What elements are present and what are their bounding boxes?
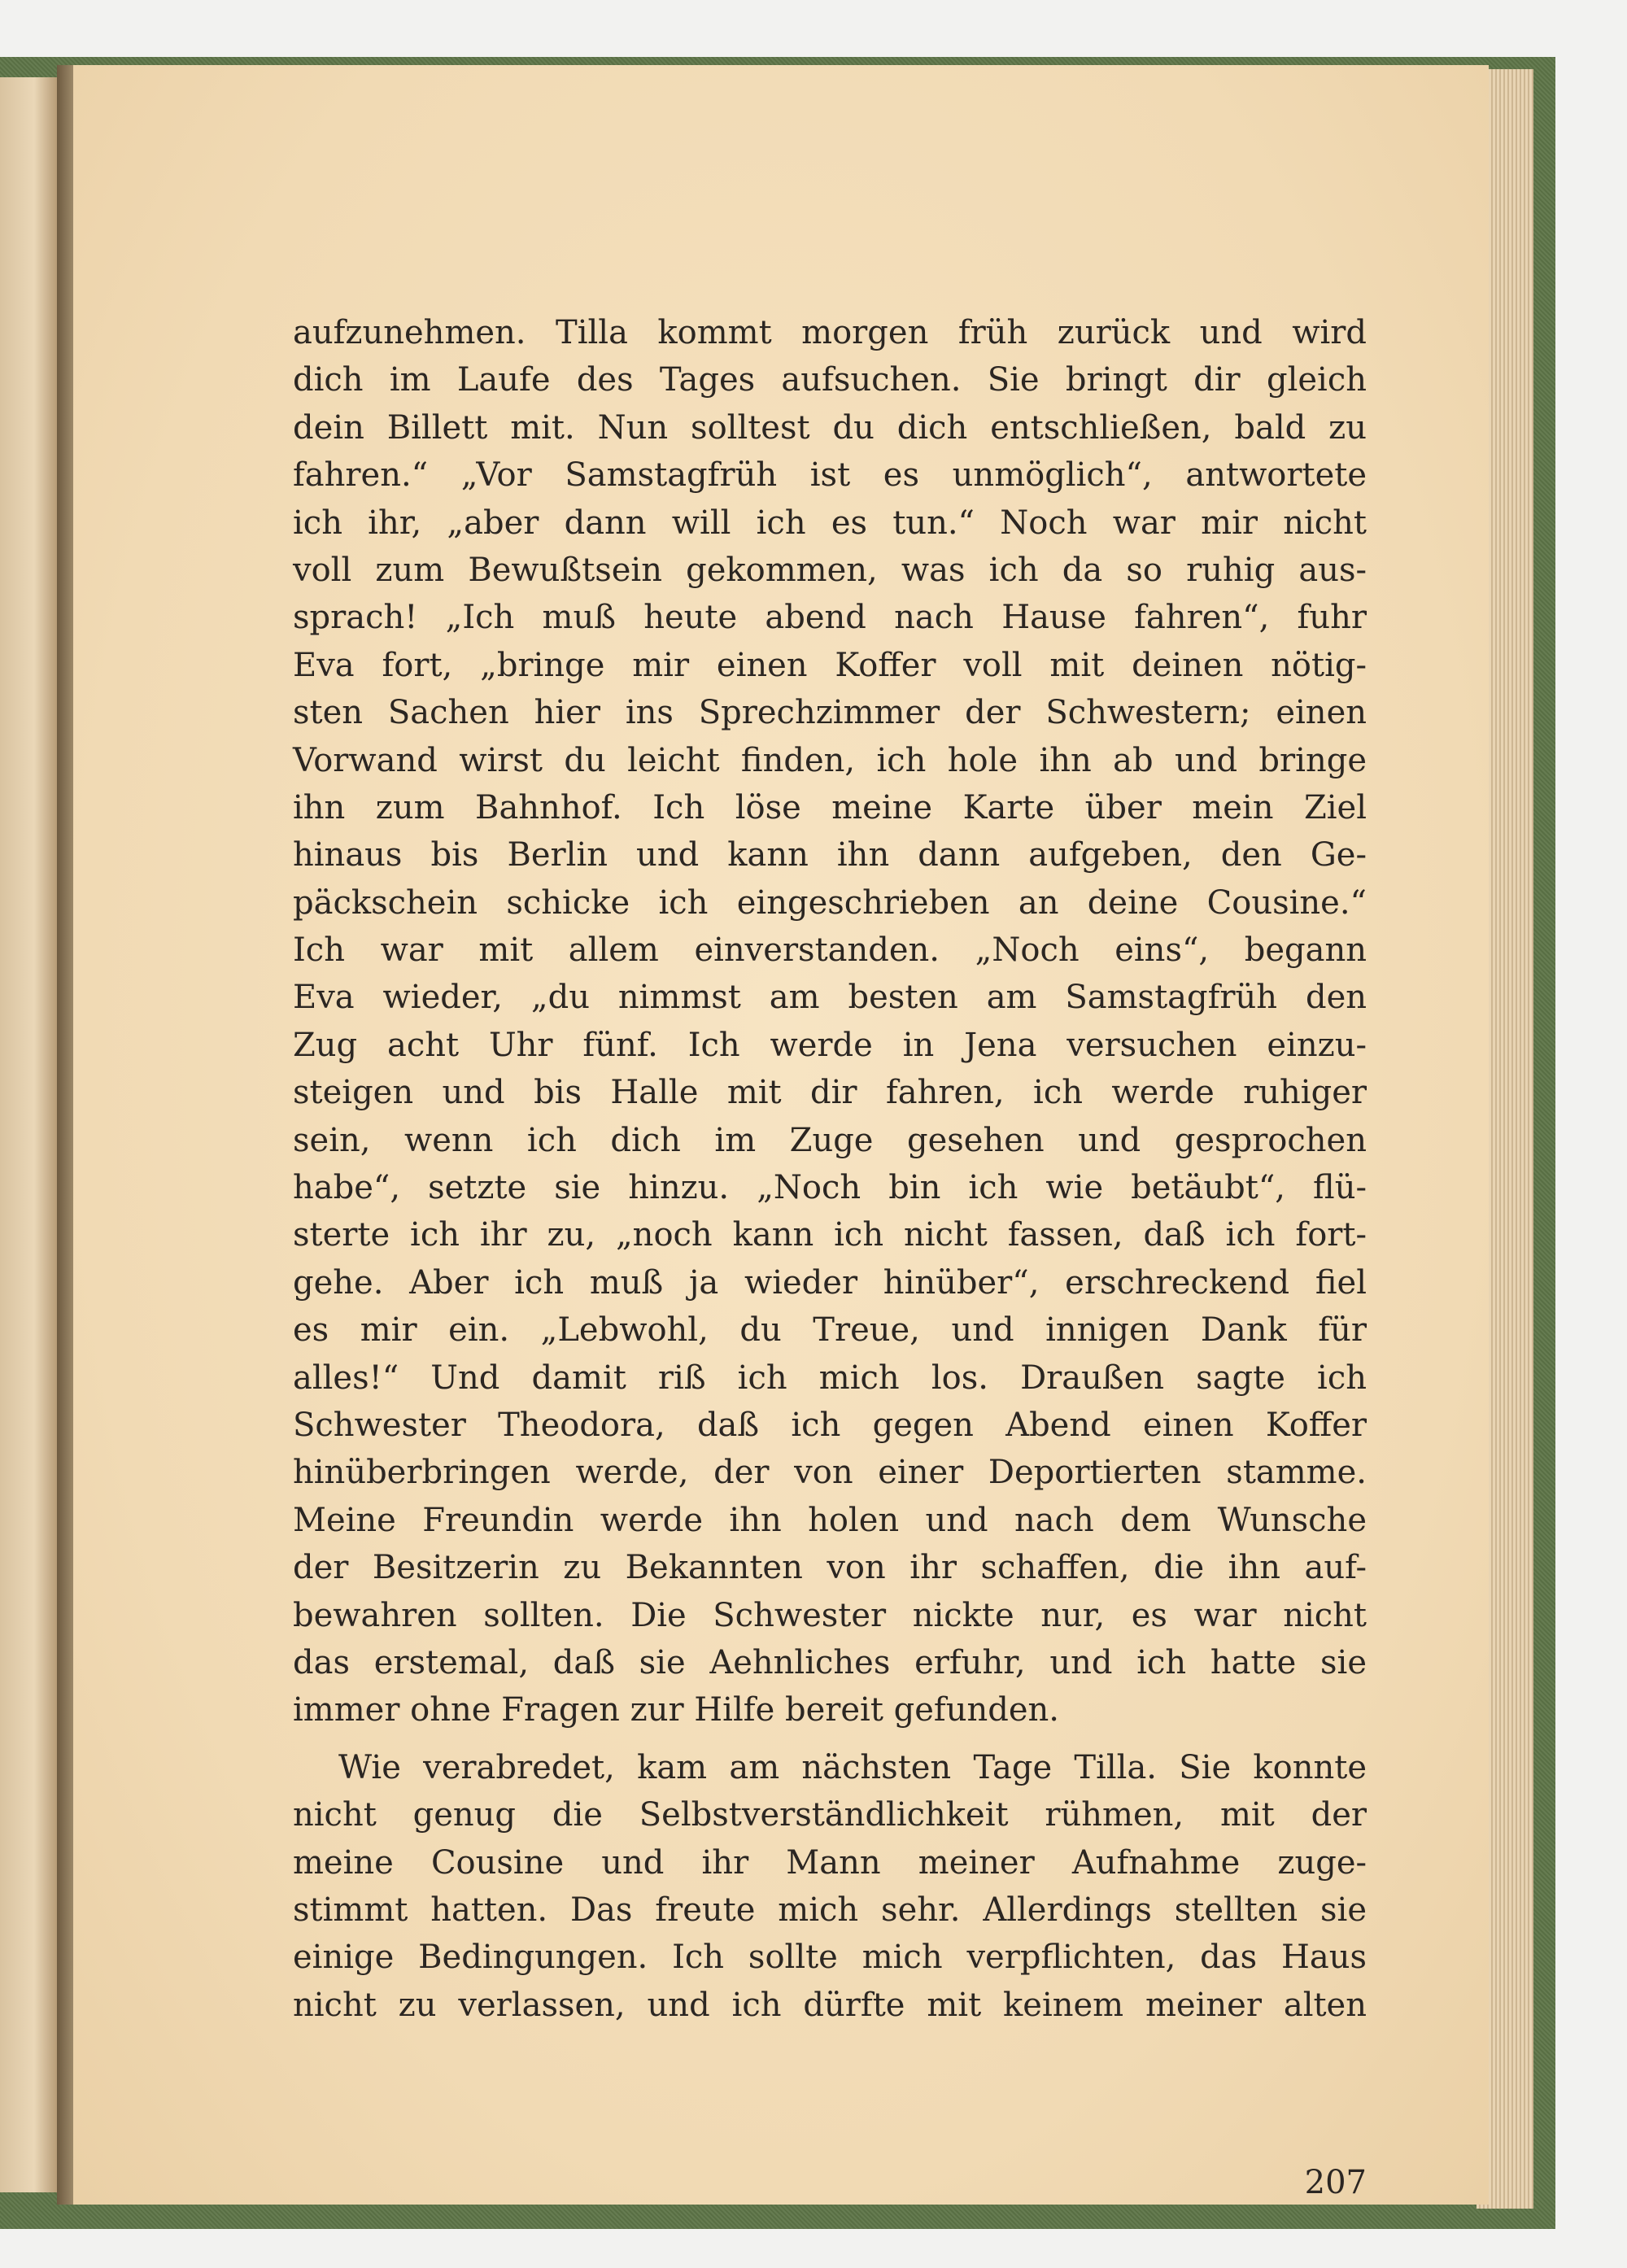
paragraph	[293, 309, 1367, 1734]
text-line: fahren.“ „Vor Samstagfrüh ist es unmöglich“, antwortete	[293, 456, 1367, 495]
text-line: nicht zu verlassen, und ich dürfte mit keinem meiner alten	[293, 1986, 1367, 2024]
text-line: bewahren sollten. Die Schwester nickte nur, es war nicht	[293, 1596, 1367, 1634]
text-line: dich im Laufe des Tages aufsuchen. Sie bringt dir gleich	[293, 361, 1367, 399]
text-line: stimmt hatten. Das freute mich sehr. Allerdings stellten sie	[293, 1891, 1367, 1929]
text-line: Meine Freundin werde ihn holen und nach dem Wunsche	[293, 1501, 1367, 1539]
text-line: päckschein schicke ich eingeschrieben an deine Cousine.“	[293, 883, 1367, 922]
text-line: Zug acht Uhr fünf. Ich werde in Jena versuchen einzu-	[293, 1026, 1367, 1064]
text-line: das erstemal, daß sie Aehnliches erfuhr, und ich hatte sie	[293, 1643, 1367, 1681]
text-line: steigen und bis Halle mit dir fahren, ich werde ruhiger	[293, 1074, 1367, 1112]
text-line: habe“, setzte sie hinzu. „Noch bin ich wie betäubt“, flü-	[293, 1169, 1367, 1207]
paragraph	[293, 1744, 1367, 2029]
text-line: sprach! „Ich muß heute abend nach Hause fahren“, fuhr	[293, 599, 1367, 637]
paragraph-gap	[293, 1734, 1367, 1744]
body-text	[293, 309, 1367, 2029]
text-line: ihn zum Bahnhof. Ich löse meine Karte über mein Ziel	[293, 788, 1367, 827]
text-line: sein, wenn ich dich im Zuge gesehen und gesprochen	[293, 1121, 1367, 1159]
text-line: Ich war mit allem einverstanden. „Noch eins“, begann	[293, 931, 1367, 970]
text-line: alles!“ Und damit riß ich mich los. Draußen sagte ich	[293, 1359, 1367, 1397]
text-line: sten Sachen hier ins Sprechzimmer der Schwestern; einen	[293, 694, 1367, 732]
text-line: hinaus bis Berlin und kann ihn dann aufgeben, den Ge-	[293, 836, 1367, 874]
book-page	[73, 65, 1489, 2205]
text-line: es mir ein. „Lebwohl, du Treue, und innigen Dank für	[293, 1311, 1367, 1350]
page-number: 207	[1304, 2164, 1367, 2201]
text-line: nicht genug die Selbstverständlichkeit rühmen, mit der	[293, 1796, 1367, 1834]
text-line: Schwester Theodora, daß ich gegen Abend einen Koffer	[293, 1406, 1367, 1444]
gutter-shadow	[57, 65, 75, 2205]
text-line: Vorwand wirst du leicht finden, ich hole ihn ab und bringe	[293, 741, 1367, 779]
text-line: aufzunehmen. Tilla kommt morgen früh zurück und wird	[293, 314, 1367, 351]
text-line: der Besitzerin zu Bekannten von ihr schaffen, die ihn auf-	[293, 1549, 1367, 1587]
text-line: hinüberbringen werde, der von einer Deportierten stamme.	[293, 1454, 1367, 1492]
text-line: meine Cousine und ihr Mann meiner Aufnahme zuge-	[293, 1843, 1367, 1882]
text-line: immer ohne Fragen zur Hilfe bereit gefunden.	[293, 1691, 1059, 1729]
text-line: dein Billett mit. Nun solltest du dich entschließen, bald zu	[293, 408, 1367, 447]
text-line: sterte ich ihr zu, „noch kann ich nicht fassen, daß ich fort-	[293, 1216, 1367, 1254]
text-line: voll zum Bewußtsein gekommen, was ich da so ruhig aus-	[293, 551, 1367, 589]
previous-page-edge	[0, 77, 57, 2192]
text-line: einige Bedingungen. Ich sollte mich verpflichten, das Haus	[293, 1939, 1367, 1977]
text-line: gehe. Aber ich muß ja wieder hinüber“, erschreckend fiel	[293, 1263, 1367, 1302]
text-line: ich ihr, „aber dann will ich es tun.“ Noch war mir nicht	[293, 504, 1367, 542]
text-line: Eva wieder, „du nimmst am besten am Samstagfrüh den	[293, 979, 1367, 1017]
text-line: Wie verabredet, kam am nächsten Tage Tilla. Sie konnte	[338, 1748, 1367, 1786]
text-line: Eva fort, „bringe mir einen Koffer voll mit deinen nötig-	[293, 646, 1367, 684]
